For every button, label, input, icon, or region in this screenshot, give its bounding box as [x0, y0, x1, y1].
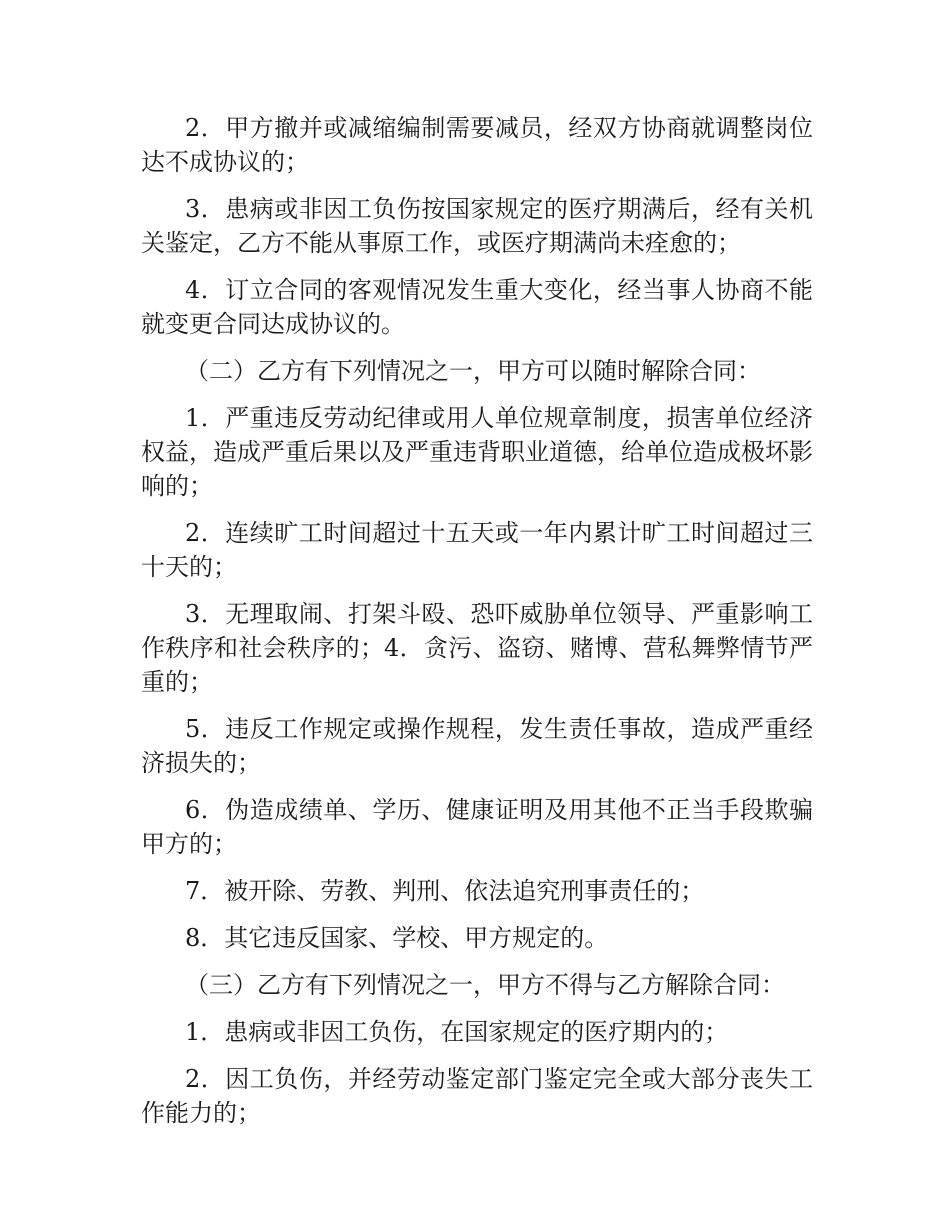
paragraph-item-3-illness: 3．患病或非因工负伤按国家规定的医疗期满后，经有关机关鉴定，乙方不能从事原工作，或医疗期满尚未痊愈的； [141, 195, 813, 257]
paragraph-item-5-accident: 5．违反工作规定或操作规程，发生责任事故，造成严重经济损失的； [141, 715, 813, 777]
section-heading-3: （三）乙方有下列情况之一，甲方不得与乙方解除合同： [185, 971, 785, 999]
paragraph-item-7-dismissal: 7．被开除、劳教、判刑、依法追究刑事责任的； [185, 877, 705, 905]
document-body [141, 111, 813, 1143]
paragraph-item-1-discipline: 1．严重违反劳动纪律或用人单位规章制度，损害单位经济权益，造成严重后果以及严重违背职业道德，给单位造成极坏影响的； [141, 404, 813, 500]
paragraph-item-8-other: 8．其它违反国家、学校、甲方规定的。 [185, 924, 609, 952]
paragraph-item-3-disorder: 3．无理取闹、打架斗殴、恐吓威胁单位领导、严重影响工作秩序和社会秩序的；4．贪污、盗窃、赌博、营私舞弊情节严重的； [141, 600, 813, 696]
paragraph-item-2-work-injury: 2．因工负伤，并经劳动鉴定部门鉴定完全或大部分丧失工作能力的； [141, 1065, 813, 1127]
paragraph-item-2-absence: 2．连续旷工时间超过十五天或一年内累计旷工时间超过三十天的； [141, 519, 813, 581]
section-heading-2: （二）乙方有下列情况之一，甲方可以随时解除合同： [185, 357, 761, 385]
paragraph-item-4-circumstances: 4．订立合同的客观情况发生重大变化，经当事人协商不能就变更合同达成协议的。 [141, 276, 813, 338]
paragraph-item-1-medical-period: 1．患病或非因工负伤，在国家规定的医疗期内的； [185, 1018, 729, 1046]
paragraph-item-6-forgery: 6．伪造成绩单、学历、健康证明及用其他不正当手段欺骗甲方的； [141, 796, 813, 858]
paragraph-item-2-reduction: 2．甲方撤并或减缩编制需要减员，经双方协商就调整岗位达不成协议的； [141, 114, 813, 176]
